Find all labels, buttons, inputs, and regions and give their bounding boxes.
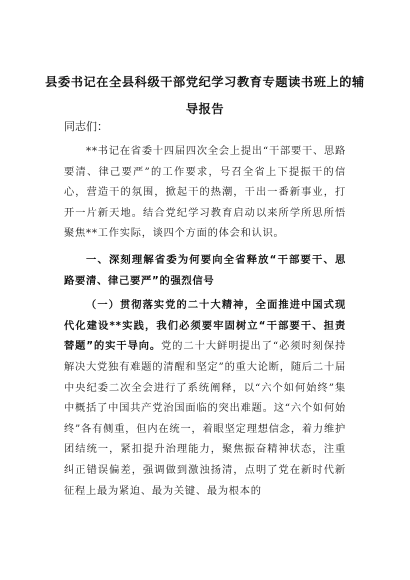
subsection-body: 党的二十大鲜明提出了“必须时刻保持解决大党独有难题的清醒和坚定”的重大论断，随后二十届中央纪委二次全会进行了系统阐释，以“六个如何始终”集中概括了中国共产党治国面临的突出难题。这“六个如何始终”各有侧重，但内在统一，着眼坚定理想信念，着力维护团结统一，紧扣提升治理能力，聚焦振奋精神状态，注重纠正错误偏差，强调做到激浊扬清，点明了党在新时代新征程上最为紧迫、最为关键、最为根本的 (64, 341, 346, 497)
document-body (64, 142, 346, 502)
document-title: 县委书记在全县科级干部党纪学习教育专题读书班上的辅导报告 (45, 75, 365, 116)
section-heading: 一、深刻理解省委为何要向全省释放“干部要干、思路要清、律己要严”的强烈信号 (64, 253, 346, 287)
greeting: 同志们： (64, 120, 108, 133)
subsection-paragraph (64, 296, 346, 502)
subsection-heading: （一）贯彻落实党的二十大精神，全面推进中国式现代化建设**实践，我们必须要牢固树立“干部要干、担责替题”的实干导向。 (64, 300, 346, 353)
intro-paragraph: **书记在省委十四届四次全会上提出“干部要干、思路要清、律己要严”的工作要求，号召全省上下提振干的信心，营造干的氛围，掀起干的热潮，干出一番新事业，打开一片新天地。结合党纪学习教育启动以来所学所思所悟聚焦**工作实际，谈四个方面的体会和认识。 (64, 146, 346, 240)
